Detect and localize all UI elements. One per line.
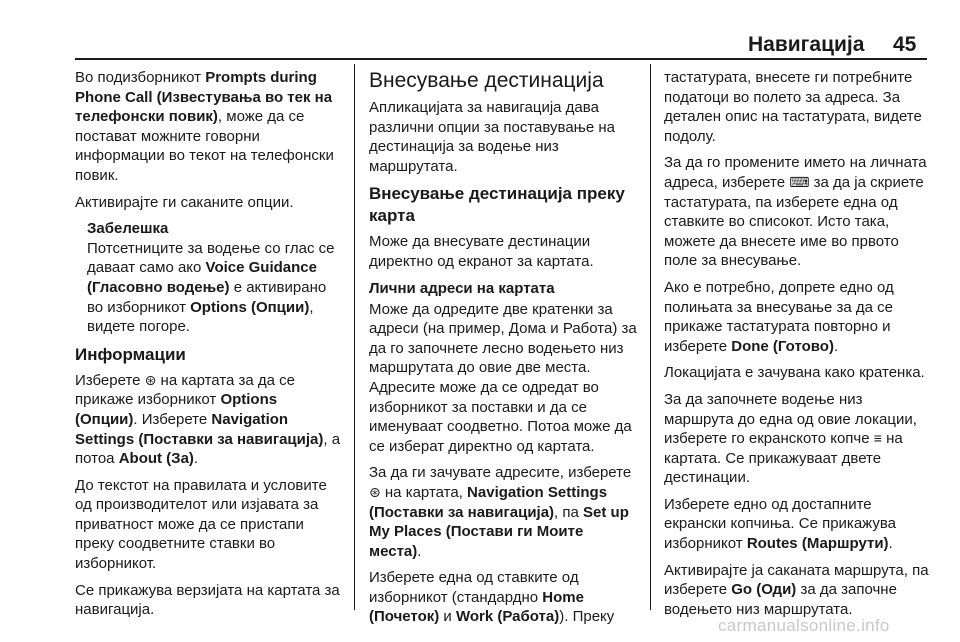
note-body: Потсетниците за водење со глас се даваат само ако Voice Guidance (Гласовно водење) е активирано во изборникот Options (Опции), видете погоре. [87,239,335,336]
paragraph: тастатурата, внесете ги потребните податоци во полето за адреса. За детален опис на тастатурата, видете подолу. [664,69,922,145]
paragraph: Апликацијата за навигација дава различни опции за поставување на дестинација за водење низ маршрутата. [369,99,615,175]
column-divider [650,64,651,610]
page-number: 45 [893,33,917,56]
section-heading: Информации [75,344,186,364]
paragraph: Изберете една од ставките од изборникот (стандардно Home (Почеток) и Work (Работа)). Преку [369,569,615,626]
paragraph: Изберете едно од достапните екрански копчиња. Се прикажува изборникот Routes (Маршрути). [664,495,897,553]
paragraph: Локацијата е зачувана како кратенка. [664,364,925,382]
watermark: carmanualsonline.info [718,616,890,635]
note-title: Забелешка [87,220,169,238]
column-divider [354,64,355,610]
paragraph: Може да одредите две кратенки за адреси (на пример, Дома и Работа) за да го започнете лесно водењето низ маршрутата до овие две места. Адресите може да се одредат во изборникот за поставки и да се именуваат соодветно. Потоа може да се изберат директно од картата. [369,300,637,455]
paragraph: Се прикажува верзијата на картата за навигација. [75,581,340,619]
keyboard-hide-icon: ⌨ [789,173,810,190]
paragraph: За да го промените името на личната адреса, изберете ⌨ за да ја скриете тастатурата, па изберете една од ставките во списокот. Исто така, можете да внесете име во првото поле за внесување. [664,154,927,270]
paragraph: Активирајте ги саканите опции. [75,193,294,211]
column-2 [369,68,637,634]
chapter-title: Внесување дестинација [369,69,604,92]
section-heading: Внесување дестинација преку карта [369,184,625,226]
column-3 [664,68,929,626]
header-rule [75,58,927,60]
paragraph: За да ги зачувате адресите, изберете ⊛ на картата, Navigation Settings (Поставки за навигација), па Set up My Places (Постави ги Моите места). [369,464,632,560]
shortcut-icon: ≡ [873,430,882,447]
column-1 [75,68,341,627]
note-box [87,219,341,337]
paragraph: За да започнете водење низ маршрута до една од овие локации, изберете го екранското копче ≡ на картата. Се прикажуваат двете дестинации. [664,390,917,487]
paragraph: До текстот на правилата и условите од производителот или изјавата за приватност може да се пристапи преку соодветните ставки во изборникот. [75,476,327,573]
paragraph: Може да внесувате дестинации директно од екранот за картата. [369,233,594,270]
paragraph: Активирајте ја саканата маршрута, па изберете Go (Оди) за да започне водењето низ маршрутата. [664,561,929,618]
settings-icon: ⊛ [369,483,381,500]
settings-icon: ⊛ [144,371,157,388]
paragraph: Во подизборникот Prompts during Phone Call (Известувања во тек на телефонски повик), може да се постават можните говорни информации во текот на телефонски повик. [75,69,334,184]
paragraph: Изберете ⊛ на картата за да се прикаже изборникот Options (Опции). Изберете Navigation Settings (Поставки за навигација), а потоа About (За). [75,371,341,468]
subsection-heading: Лични адреси на картата [369,279,555,297]
paragraph: Ако е потребно, допрете едно од полињата за внесување за да се прикаже тастатурата повторно и изберете Done (Готово). [664,278,894,355]
page-title: Навигација [748,33,865,56]
